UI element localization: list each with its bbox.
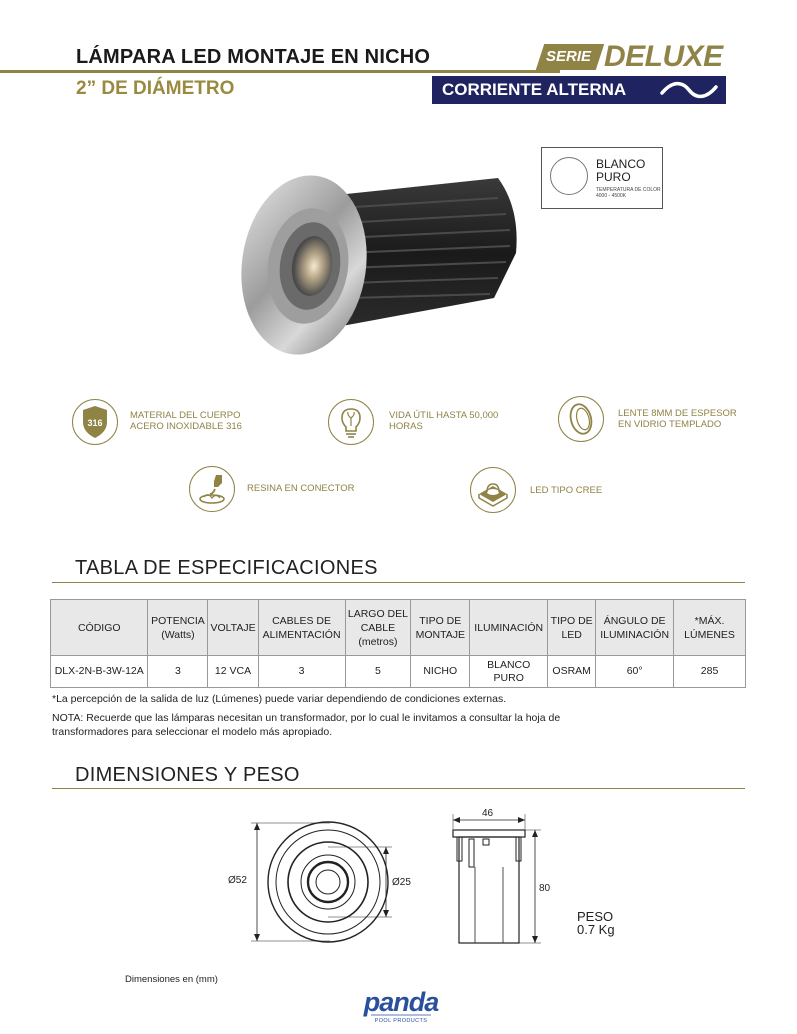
brand-name: panda [363,987,439,1017]
page-title: LÁMPARA LED MONTAJE EN NICHO [76,46,431,68]
front-view-drawing [220,815,420,950]
table-cell: 5 [345,656,411,688]
col-header: CÓDIGO [51,600,148,656]
color-temperature: TEMPERATURA DE COLOR 4000 - 4500K [596,187,661,199]
feature-lens: LENTE 8MM DE ESPESOR EN VIDRIO TEMPLADO [618,408,737,430]
transformer-note: NOTA: Recuerde que las lámparas necesitan un transformador, por lo cual le invitamos a consultar la hoja de transformadores para seleccionar el modelo más apropiado. [52,712,561,738]
color-temperature-card [541,147,663,209]
side-view-drawing [445,805,560,950]
ac-wave-icon [660,82,718,98]
table-cell: 3 [258,656,345,688]
dimensions-divider [52,788,745,789]
table-cell: BLANCO PURO [470,656,548,688]
dimensions-section-title: DIMENSIONES Y PESO [75,764,300,786]
col-header: *MÁX. LÚMENES [674,600,746,656]
resin-connector-icon [189,466,235,512]
weight-value: 0.7 Kg [577,922,615,937]
brand-tagline: POOL PRODUCTS [374,1018,428,1024]
line-name: DELUXE [604,40,723,73]
lightbulb-icon [328,399,374,445]
shield-316-icon [72,399,118,445]
table-row [51,656,746,688]
feature-resin: RESINA EN CONECTOR [247,483,355,494]
feature-body-material: MATERIAL DEL CUERPO ACERO INOXIDABLE 316 [130,410,242,432]
col-header: CABLES DE ALIMENTACIÓN [258,600,345,656]
table-cell: 3 [148,656,208,688]
title-underline [0,70,560,73]
table-cell: 285 [674,656,746,688]
color-swatch [550,157,588,195]
col-header: LARGO DEL CABLE (metros) [345,600,411,656]
specs-section-title: TABLA DE ESPECIFICACIONES [75,557,378,579]
lumens-note: *La percepción de la salida de luz (Lúmenes) puede variar dependiendo de condiciones externas. [52,693,507,705]
panda-logo [363,985,439,1025]
specs-divider [52,582,745,583]
outer-diameter-label: Ø52 [228,875,247,886]
feature-led-type: LED TIPO CREE [530,485,603,496]
table-header-row [51,600,746,656]
col-header: ILUMINACIÓN [470,600,548,656]
inner-diameter-label: Ø25 [392,877,411,888]
table-cell: DLX-2N-B-3W-12A [51,656,148,688]
col-header: TIPO DE LED [548,600,596,656]
weight-label: PESO [577,909,614,924]
serie-label: SERIE [546,48,592,65]
table-cell: 12 VCA [208,656,258,688]
units-note: Dimensiones en (mm) [125,974,218,985]
specs-table [50,599,746,688]
table-cell: 60° [596,656,674,688]
glass-lens-icon [558,396,604,442]
lamp-product-image [228,168,528,358]
col-header: VOLTAJE [208,600,258,656]
table-cell: OSRAM [548,656,596,688]
page-subtitle: 2” DE DIÁMETRO [76,78,235,99]
weight-info [577,910,615,936]
height-label: 80 [539,883,551,894]
current-type-banner [432,76,726,104]
width-label: 46 [482,808,494,819]
col-header: TIPO DE MONTAJE [411,600,470,656]
feature-lifetime: VIDA ÚTIL HASTA 50,000 HORAS [389,410,499,432]
table-cell: NICHO [411,656,470,688]
col-header: POTENCIA (Watts) [148,600,208,656]
cree-led-chip-icon [470,467,516,513]
color-name: BLANCO PURO [596,157,646,184]
shield-badge: 316 [87,418,103,428]
col-header: ÁNGULO DE ILUMINACIÓN [596,600,674,656]
current-type-label: CORRIENTE ALTERNA [442,80,627,99]
